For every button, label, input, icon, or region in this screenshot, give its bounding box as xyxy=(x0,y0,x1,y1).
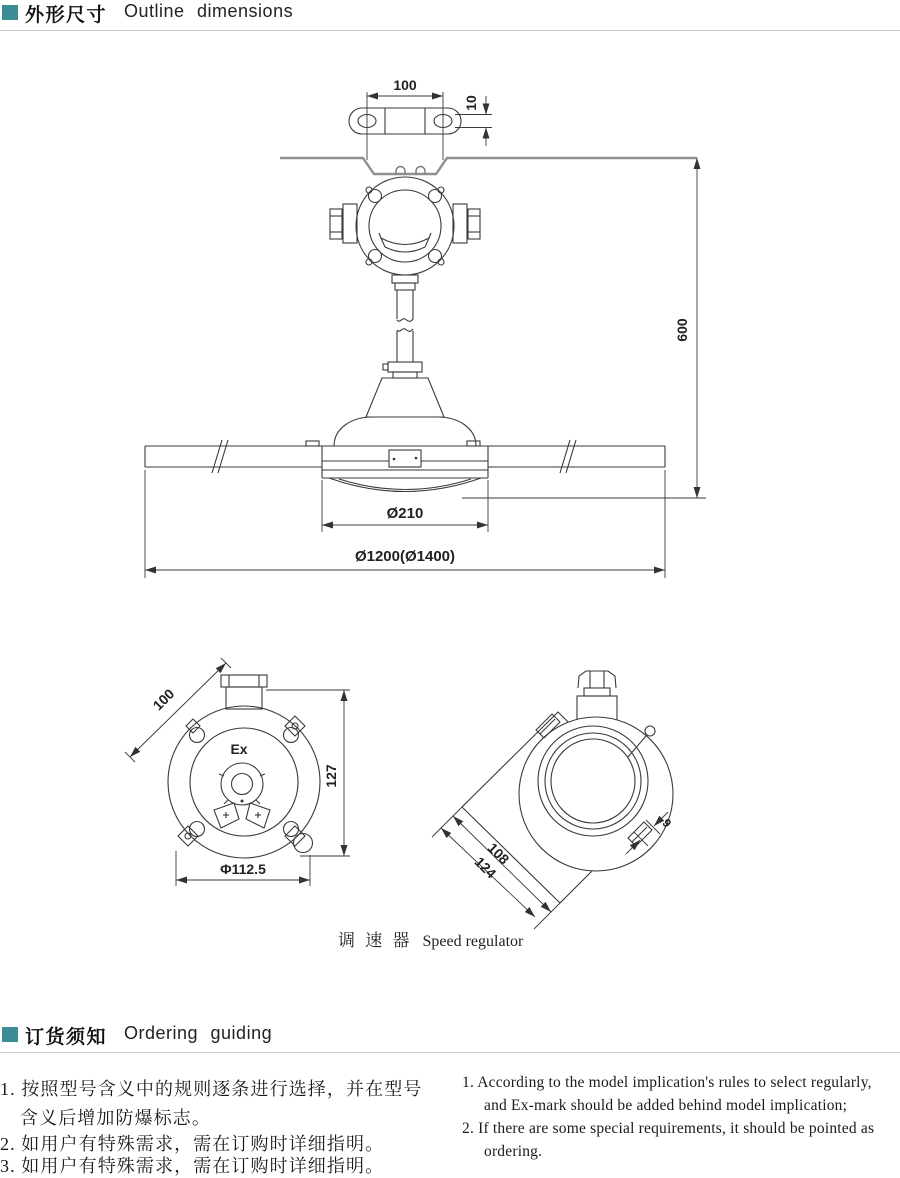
hanging-ring xyxy=(294,834,313,853)
dim-bracket-width: 100 xyxy=(393,77,417,93)
ordering-title-zh: 订货须知 xyxy=(25,1027,108,1048)
motor-suspension xyxy=(334,362,476,446)
dim-inner: 108 xyxy=(484,839,513,868)
outline-title-zh: 外形尺寸 xyxy=(25,5,108,26)
caption-zh: 调 速 器 xyxy=(338,931,413,950)
dim-outer: 124 xyxy=(471,853,500,882)
hanger-slot-plate xyxy=(349,108,461,134)
ordering-zh-clipped-line: 3. 如用户有特殊需求，需在订购时详细指明。 xyxy=(0,1156,385,1176)
figure-caption xyxy=(338,926,523,951)
regulator-mounting-lugs xyxy=(178,716,313,853)
regulator-front-view-drawing xyxy=(110,650,370,900)
motor-housing xyxy=(322,446,488,492)
dim-plate-thickness: 9 xyxy=(659,815,675,831)
caption-en: Speed regulator xyxy=(422,933,524,950)
section-bullet-square xyxy=(2,1027,18,1042)
regulator-side-body xyxy=(519,717,673,871)
ordering-en-line-3: 2. If there are some special requirements, it should be pointed as xyxy=(462,1120,875,1137)
mounting-bracket xyxy=(280,158,697,174)
outline-title-en: Outline dimensions xyxy=(124,1,294,21)
dim-bracket-slot: 10 xyxy=(463,95,479,111)
ordering-en-line-4: ordering. xyxy=(484,1143,543,1160)
regulator-terminal-box xyxy=(221,675,267,709)
front-view-dimensions xyxy=(145,92,706,578)
header-divider xyxy=(0,1052,900,1053)
downrod xyxy=(392,275,418,362)
dim-flange-dia: Φ112.5 xyxy=(220,861,266,877)
cable-gland-right xyxy=(453,204,480,243)
header-divider xyxy=(0,30,900,31)
dim-height: 600 xyxy=(674,318,690,342)
regulator-side-view-drawing xyxy=(450,660,710,918)
ex-mark-label: Ex xyxy=(230,741,248,757)
regulator-wedge-plates xyxy=(214,803,270,828)
ordering-en-line-2: and Ex-mark should be added behind model implication; xyxy=(484,1097,848,1114)
ordering-zh-line-3: 2. 如用户有特殊需求，需在订购时详细指明。 xyxy=(0,1134,385,1154)
ordering-en-line-1: 1. According to the model implication's rules to select regularly, xyxy=(462,1074,872,1091)
section-bullet-square xyxy=(2,5,18,20)
fan-front-view-drawing xyxy=(100,60,720,600)
junction-box xyxy=(356,177,454,275)
regulator-knob xyxy=(219,763,265,805)
dim-reg-height: 127 xyxy=(323,764,339,788)
ordering-zh-line-2: 含义后增加防爆标志。 xyxy=(20,1108,211,1128)
ordering-zh-line-1: 1. 按照型号含义中的规则逐条进行选择，并在型号 xyxy=(0,1079,423,1099)
ordering-title-en: Ordering guiding xyxy=(124,1023,273,1043)
cable-gland-left xyxy=(330,204,357,243)
dim-motor-dia: Ø210 xyxy=(386,505,424,522)
dim-blade-span: Ø1200(Ø1400) xyxy=(354,548,456,565)
dim-diagonal: 100 xyxy=(149,685,178,714)
